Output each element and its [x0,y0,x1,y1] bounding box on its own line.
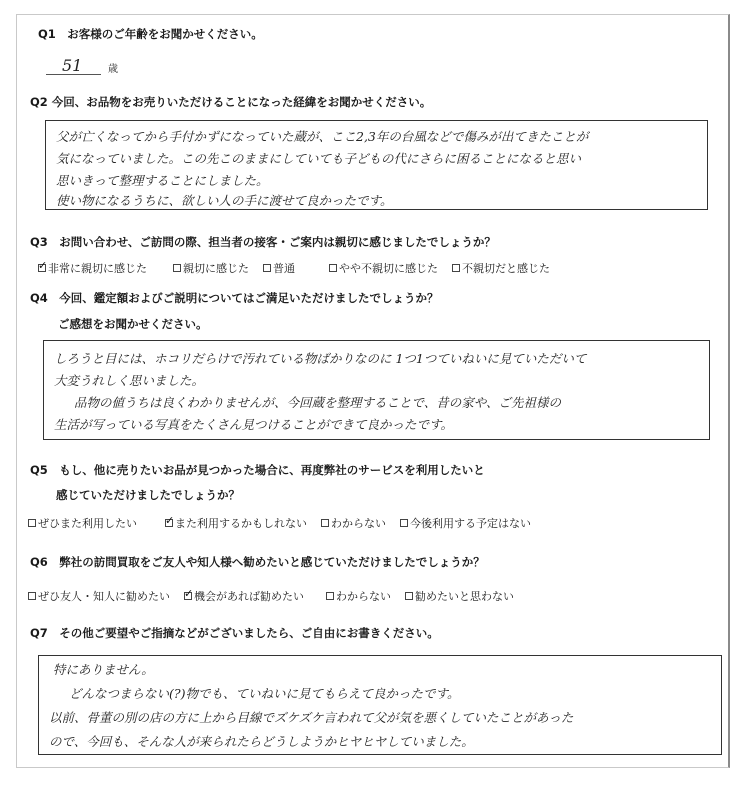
q7-answer-line: 特にありません。 [53,662,154,677]
q5-option[interactable]: わからない [321,515,386,531]
q7-answer-box [38,655,722,755]
q6-label: Q6 弊社の訪問買取をご友人や知人様へ勧めたいと感じていただけましたでしょうか？ [30,555,485,569]
q2-label: Q2 今回、お品物をお売りいただけることになった経緯をお聞かせください。 [30,95,432,109]
q5-label: Q5 もし、他に売りたいお品が見つかった場合に、再度弊社のサービスを利用したいと [30,463,485,477]
checkbox-icon[interactable] [452,264,460,272]
q5-option[interactable]: ぜひまた利用したい [28,515,137,531]
q6-option[interactable]: わからない [326,588,391,604]
q1-age-underline [46,74,101,75]
checkbox-icon[interactable] [400,519,408,527]
q5-option[interactable]: 今後利用する予定はない [400,515,531,531]
q1-age-unit: 歳 [108,64,118,75]
checkbox-checked-icon[interactable] [184,592,192,600]
q4-sublabel: ご感想をお聞かせください。 [58,317,208,331]
q5-sublabel: 感じていただけましたでしょうか？ [56,488,240,502]
q7-answer-line: ので、今回も、そんな人が来られたらどうしようかヒヤヒヤしていました。 [49,734,474,749]
q2-answer-line: 気になっていました。この先このままにしていても子どもの代にさらに困ることになると思い [56,151,582,166]
checkbox-icon[interactable] [263,264,271,272]
q1-label: Q1 お客様のご年齢をお聞かせください。 [38,27,263,41]
q3-label: Q3 お問い合わせ、ご訪問の際、担当者の接客・ご案内は親切に感じましたでしょうか？ [30,235,496,249]
q3-option[interactable]: 親切に感じた [173,260,249,276]
q2-answer-line: 父が亡くなってから手付かずになっていた蔵が、ここ2,3年の台風などで傷みが出てきたことが [56,129,589,144]
checkbox-icon[interactable] [321,519,329,527]
q5-option[interactable]: ✓ また利用するかもしれない [165,515,307,531]
q6-option[interactable]: ぜひ友人・知人に勧めたい [28,588,170,604]
checkbox-checked-icon[interactable] [38,264,46,272]
q4-answer-line: 生活が写っている写真をたくさん見つけることができて良かったです。 [54,417,454,432]
q6-option[interactable]: 勧めたいと思わない [405,588,514,604]
q6-options [28,588,528,604]
q3-option[interactable]: 普通 [263,260,295,276]
q4-answer-box [43,340,710,440]
checkbox-icon[interactable] [28,519,36,527]
checkbox-icon[interactable] [329,264,337,272]
q1-age-value: 51 [62,56,83,75]
q5-options [28,515,545,531]
q4-answer-line: 大変うれしく思いました。 [54,373,205,388]
q2-answer-line: 思いきって整理することにしました。 [56,173,269,188]
checkbox-checked-icon[interactable] [165,519,173,527]
q7-answer-line: どんなつまらない(?)物でも、ていねいに見てもらえて良かったです。 [69,686,460,701]
q4-answer-line: しろうと目には、ホコリだらけで汚れている物ばかりなのに 1つ1つていねいに見ていただいて [54,351,587,366]
q3-option[interactable]: やや不親切に感じた [329,260,438,276]
q3-option[interactable]: 不親切だと感じた [452,260,550,276]
q6-option[interactable]: ✓ 機会があれば勧めたい [184,588,304,604]
checkbox-icon[interactable] [173,264,181,272]
q4-answer-line: 品物の値うちは良くわかりませんが、今回蔵を整理することで、昔の家や、ご先祖様の [74,395,562,410]
q3-options [38,260,564,276]
q7-label: Q7 その他ご要望やご指摘などがございましたら、ご自由にお書きください。 [30,626,439,640]
checkbox-icon[interactable] [28,592,36,600]
checkbox-icon[interactable] [405,592,413,600]
q4-label: Q4 今回、鑑定額およびご説明についてはご満足いただけましたでしょうか？ [30,291,439,305]
q3-option[interactable]: ✓ 非常に親切に感じた [38,260,147,276]
q7-answer-line: 以前、骨董の別の店の方に上から目線でズケズケ言われて父が気を悪くしていたことがあった [49,710,574,725]
q2-answer-line: 使い物になるうちに、欲しい人の手に渡せて良かったです。 [56,193,393,208]
q2-answer-box [45,120,708,210]
checkbox-icon[interactable] [326,592,334,600]
